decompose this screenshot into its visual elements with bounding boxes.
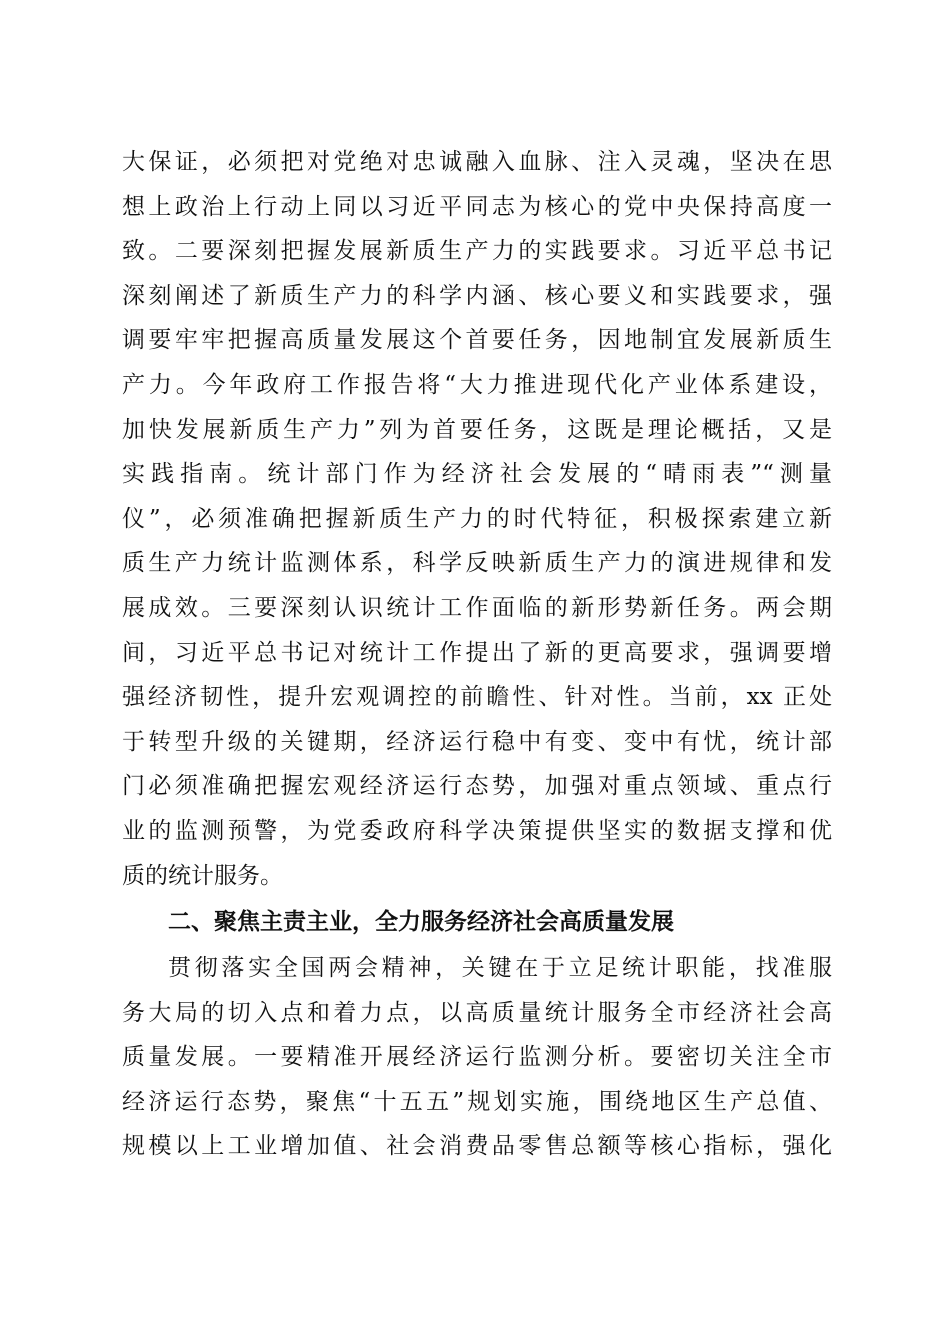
paragraph-line: 产力。今年政府工作报告将“大力推进现代化产业体系建设， [122, 371, 832, 398]
paragraph-line: 加快发展新质生产力”列为首要任务，这既是理论概括，又是 [122, 416, 832, 443]
paragraph-line: 深刻阐述了新质生产力的科学内涵、核心要义和实践要求，强 [122, 282, 832, 309]
paragraph-line: 展成效。三要深刻认识统计工作面临的新形势新任务。两会期 [122, 594, 832, 621]
paragraph-line: 经济运行态势，聚焦“十五五”规划实施，围绕地区生产总值、 [122, 1088, 832, 1115]
paragraph-line: 质的统计服务。 [122, 862, 283, 889]
paragraph-line: 规模以上工业增加值、社会消费品零售总额等核心指标，强化 [122, 1133, 832, 1160]
paragraph-line: 仪”，必须准确把握新质生产力的时代特征，积极探索建立新 [122, 505, 832, 532]
paragraph-line: 实践指南。统计部门作为经济社会发展的“晴雨表”“测量 [122, 461, 832, 488]
paragraph-line: 质量发展。一要精准开展经济运行监测分析。要密切关注全市 [122, 1044, 832, 1071]
paragraph-line: 强经济韧性，提升宏观调控的前瞻性、针对性。当前，xx 正处 [122, 684, 832, 711]
paragraph-line: 致。二要深刻把握发展新质生产力的实践要求。习近平总书记 [122, 238, 832, 265]
paragraph-line: 想上政治上行动上同以习近平同志为核心的党中央保持高度一 [122, 193, 832, 220]
paragraph-line: 贯彻落实全国两会精神，关键在于立足统计职能，找准服 [168, 955, 832, 981]
paragraph-line: 业的监测预警，为党委政府科学决策提供坚实的数据支撑和优 [122, 817, 832, 844]
section-heading: 二、聚焦主责主业，全力服务经济社会高质量发展 [168, 909, 674, 935]
paragraph-line: 务大局的切入点和着力点，以高质量统计服务全市经济社会高 [122, 999, 832, 1026]
paragraph-line: 于转型升级的关键期，经济运行稳中有变、变中有忧，统计部 [122, 728, 832, 755]
body-paragraph-2 [122, 946, 832, 1169]
paragraph-line: 调要牢牢把握高质量发展这个首要任务，因地制宜发展新质生 [122, 327, 832, 354]
paragraph-line: 门必须准确把握宏观经济运行态势，加强对重点领域、重点行 [122, 773, 832, 800]
paragraph-line: 间，习近平总书记对统计工作提出了新的更高要求，强调要增 [122, 639, 832, 666]
paragraph-line: 大保证，必须把对党绝对忠诚融入血脉、注入灵魂，坚决在思 [122, 149, 832, 175]
paragraph-line: 质生产力统计监测体系，科学反映新质生产力的演进规律和发 [122, 550, 832, 577]
body-paragraph-1 [122, 140, 832, 898]
